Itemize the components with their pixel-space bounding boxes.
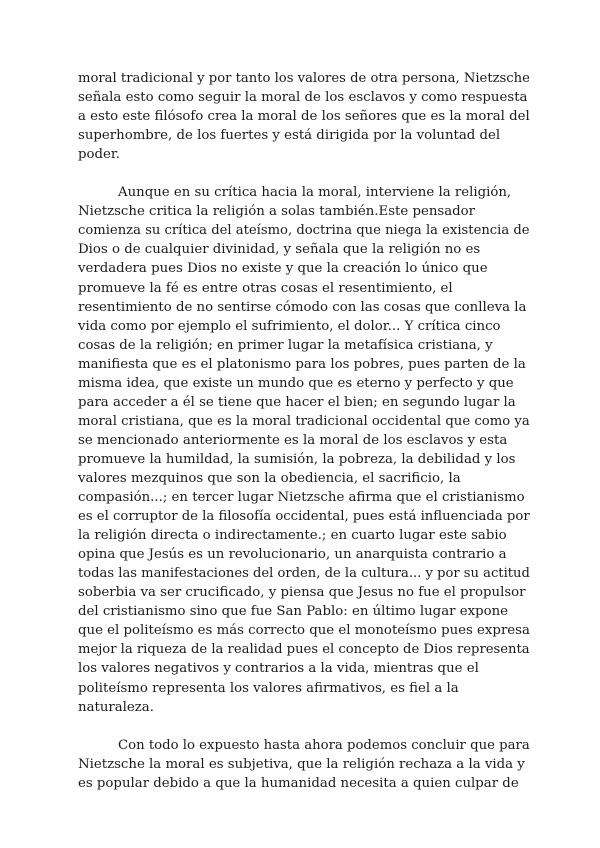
paragraph-1-line-1: moral tradicional y por tanto los valores de otra persona, Nietzsche bbox=[78, 71, 530, 86]
paragraph-1-line-3: a esto este filósofo crea la moral de los señores que es la moral del bbox=[78, 109, 530, 125]
paragraph-2-line-22: soberbia va ser crucificado, y piensa que Jesus no fue el propulsor bbox=[78, 585, 526, 601]
paragraph-2-line-15: promueve la humildad, la sumisión, la pobreza, la debilidad y los bbox=[78, 451, 516, 467]
paragraph-2-line-24: que el politeísmo es más correcto que el monoteísmo pues expresa bbox=[78, 623, 530, 639]
paragraph-2-line-23: del cristianismo sino que fue San Pablo: en último lugar expone bbox=[78, 604, 509, 620]
paragraph-2-line-19: la religión directa o indirectamente.; en cuarto lugar este sabio bbox=[78, 528, 507, 544]
paragraph-2-line-8: vida como por ejemplo el sufrimiento, el dolor... Y crítica cinco bbox=[78, 318, 501, 334]
paragraph-2-line-7: resentimiento de no sentirse cómodo con las cosas que conlleva la bbox=[78, 299, 527, 315]
paragraph-2-line-1: Aunque en su crítica hacia la moral, interviene la religión, bbox=[118, 185, 512, 201]
paragraph-2-line-28: naturaleza. bbox=[78, 699, 154, 715]
paragraph-2-line-3: comienza su crítica del ateísmo, doctrina que niega la existencia de bbox=[78, 223, 530, 239]
paragraph-1-line-5: poder. bbox=[78, 147, 121, 163]
paragraph-2-line-6: promueve la fé es entre otras cosas el resentimiento, el bbox=[78, 280, 453, 296]
paragraph-2-line-4: Dios o de cualquier divinidad, y señala que la religión no es bbox=[78, 242, 481, 258]
paragraph-2-line-13: moral cristiana, que es la moral tradicional occidental que como ya bbox=[78, 413, 530, 429]
paragraph-2-line-14: se mencionado anteriormente es la moral de los esclavos y esta bbox=[78, 432, 508, 448]
paragraph-2-line-10: manifiesta que es el platonismo para los pobres, pues parten de la bbox=[78, 356, 526, 372]
paragraph-3-line-1: Con todo lo expuesto hasta ahora podemos concluir que para bbox=[118, 737, 530, 753]
paragraph-2-line-5: verdadera pues Dios no existe y que la creación lo único que bbox=[78, 261, 488, 277]
paragraph-spacer bbox=[78, 717, 530, 736]
paragraph-2-line-26: los valores negativos y contrarios a la vida, mientras que el bbox=[78, 661, 479, 677]
paragraph-2-line-11: misma idea, que existe un mundo que es eterno y perfecto y que bbox=[78, 375, 514, 391]
paragraph-2-line-21: todas las manifestaciones del orden, de la cultura... y por su actitud bbox=[78, 566, 530, 582]
paragraph-3-line-3: es popular debido a que la humanidad necesita a quien culpar de bbox=[78, 775, 519, 791]
paragraph-2-line-12: para acceder a él se tiene que hacer el bien; en segundo lugar la bbox=[78, 394, 516, 410]
paragraph-2-line-20: opina que Jesús es un revolucionario, un anarquista contrario a bbox=[78, 547, 507, 563]
body-text bbox=[78, 69, 530, 793]
paragraph-2-line-18: es el corruptor de la filosofía occidental, pues está influenciada por bbox=[78, 509, 530, 525]
paragraph-2-line-17: compasión...; en tercer lugar Nietzsche afirma que el cristianismo bbox=[78, 490, 525, 506]
paragraph-spacer bbox=[78, 164, 530, 183]
paragraph-2-line-16: valores mezquinos que son la obediencia, el sacrificio, la bbox=[78, 470, 461, 486]
paragraph-3-line-2: Nietzsche la moral es subjetiva, que la religión rechaza a la vida y bbox=[78, 756, 525, 772]
paragraph-2-line-27: politeísmo representa los valores afirmativos, es fiel a la bbox=[78, 680, 459, 696]
paragraph-1-line-4: superhombre, de los fuertes y está dirigida por la voluntad del bbox=[78, 128, 501, 144]
paragraph-2-line-2: Nietzsche critica la religión a solas también.Este pensador bbox=[78, 204, 476, 220]
paragraph-1-line-2: señala esto como seguir la moral de los esclavos y como respuesta bbox=[78, 90, 528, 106]
paragraph-2-line-25: mejor la riqueza de la realidad pues el concepto de Dios representa bbox=[78, 642, 530, 658]
paragraph-2-line-9: cosas de la religión; en primer lugar la metafísica cristiana, y bbox=[78, 337, 493, 353]
